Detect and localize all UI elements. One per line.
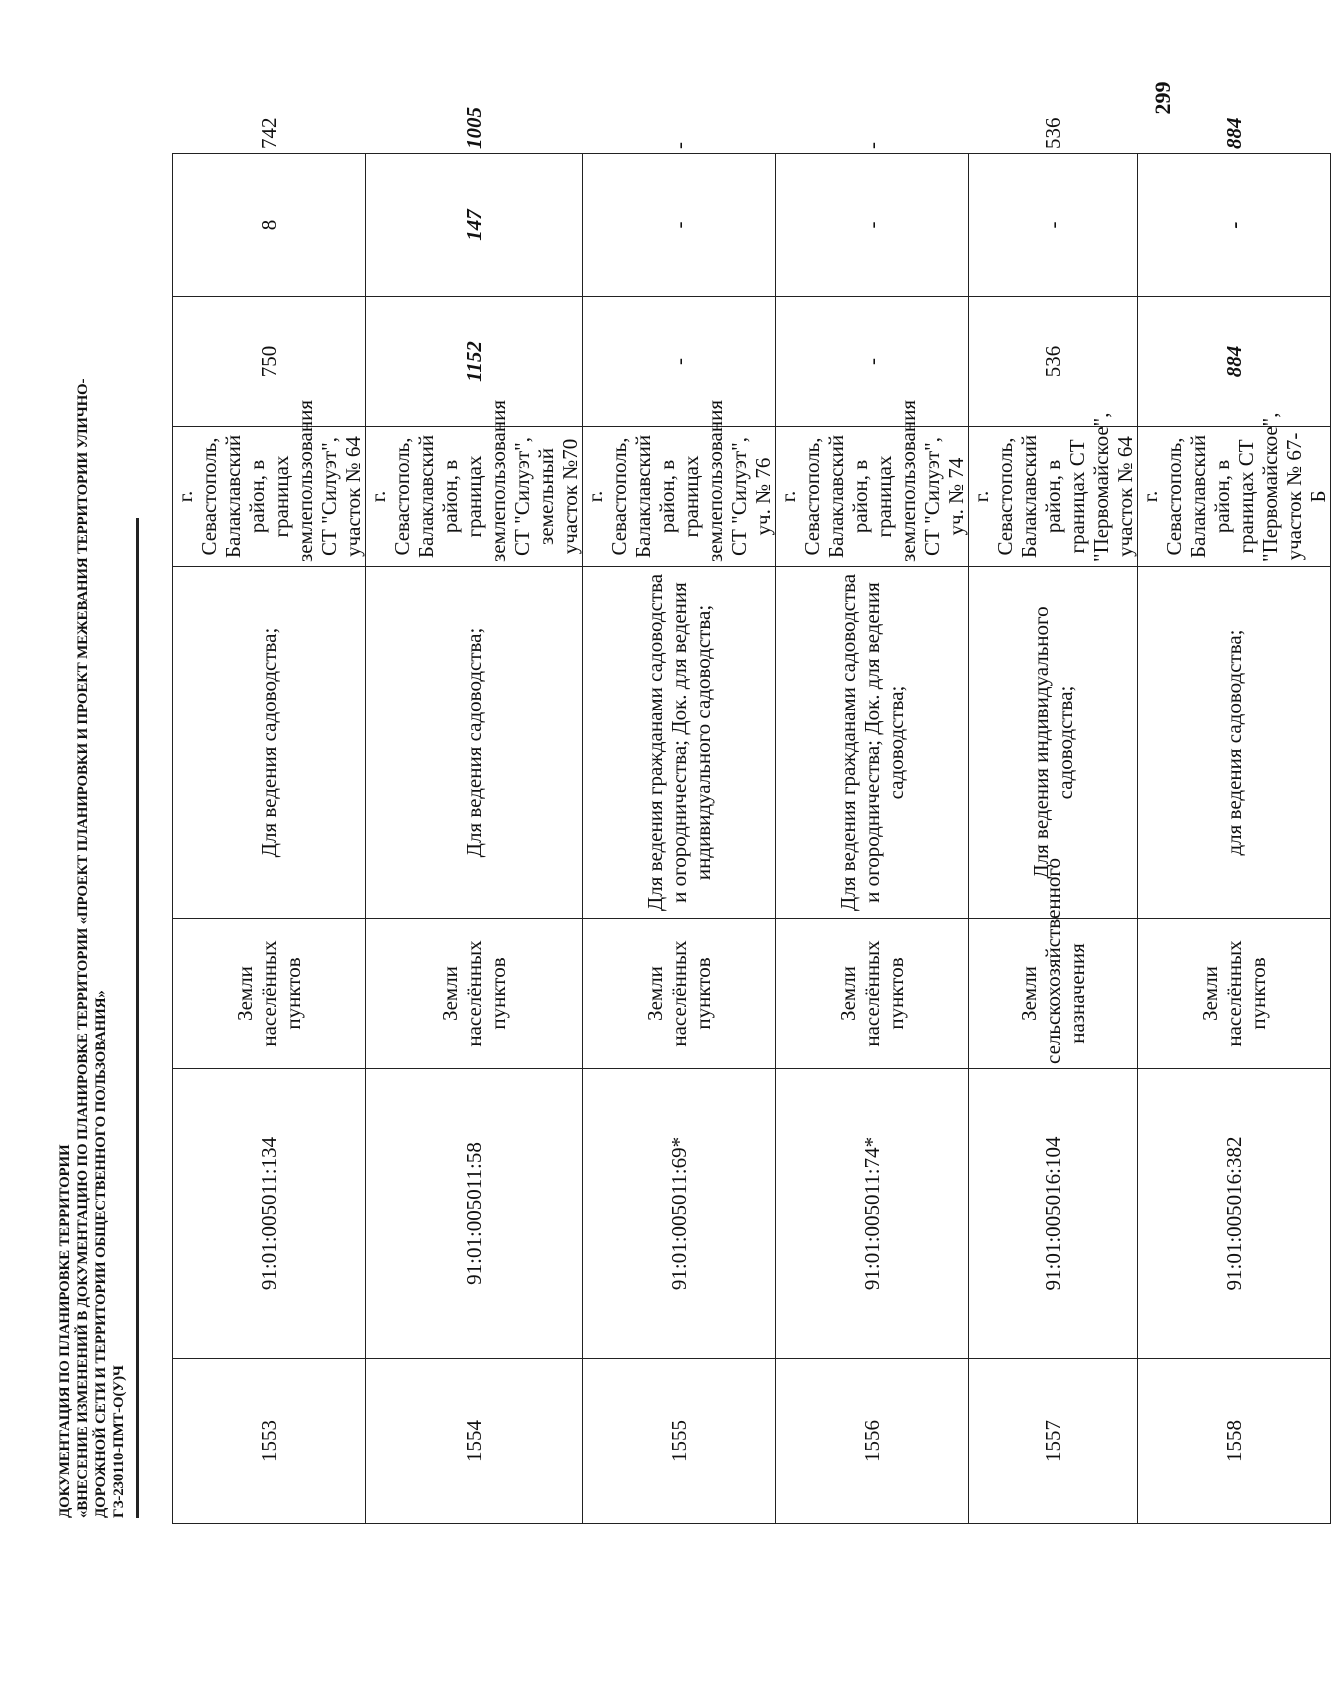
header-line-4: ГЗ-230110-ПМТ-О(У)Ч (111, 1365, 127, 1518)
area-difference-cell: - (1138, 154, 1331, 297)
header-divider (136, 518, 139, 1518)
table-row: 1553 91:01:005011:134 Земли населённых пунктов Для ведения садоводства; г. Севастополь, Балаклавский район, в границах землепользования СТ "Силуэт", участок № 64 750 8 742 (173, 154, 366, 1524)
area-doc-cell: 536 (969, 297, 1138, 427)
cadastral-number-cell: 91:01:005016:104 (969, 1069, 1138, 1359)
land-plots-table (172, 107, 1331, 1524)
land-category-cell: Земли населённых пунктов (1138, 919, 1331, 1069)
document-header (56, 368, 128, 1518)
address-cell: г. Севастополь, Балаклавский район, в границах землепользования СТ "Силуэт", участок № 64 (173, 427, 366, 567)
land-category-cell: Земли населённых пунктов (366, 919, 583, 1069)
area-difference-cell: - (969, 154, 1138, 297)
table-row: 1555 91:01:005011:69* Земли населённых пунктов Для ведения гражданами садоводства и огородничества; Док. для ведения индивидуального садоводства; г. Севастополь, Балаклавский район, в границах землепользования СТ "Силуэт", уч. № 76 - - - (583, 154, 776, 1524)
permitted-use-cell: Для ведения гражданами садоводства и огородничества; Док. для ведения садоводства; (776, 567, 969, 919)
permitted-use-cell: Для ведения гражданами садоводства и огородничества; Док. для ведения индивидуального садоводства; (583, 567, 776, 919)
address-cell: г. Севастополь, Балаклавский район, в границах землепользования СТ "Силуэт", уч. № 74 (776, 427, 969, 567)
area-doc-cell: - (776, 297, 969, 427)
header-line-2: «ВНЕСЕНИЕ ИЗМЕНЕНИЙ В ДОКУМЕНТАЦИЮ ПО ПЛАНИРОВКЕ ТЕРРИТОРИИ «ПРОЕКТ ПЛАНИРОВКИ И ПРОЕКТ МЕЖЕВАНИЯ ТЕРРИТОРИИ УЛИЧНО- (75, 378, 91, 1518)
area-doc-cell: 1152 (366, 297, 583, 427)
address-cell: г. Севастополь, Балаклавский район, в границах СТ "Первомайское", участок № 67-Б (1138, 427, 1331, 567)
area-difference-cell: 147 (366, 154, 583, 297)
row-number-cell: 1558 (1138, 1359, 1331, 1524)
land-category-cell: Земли населённых пунктов (776, 919, 969, 1069)
permitted-use-cell: Для ведения садоводства; (366, 567, 583, 919)
row-number-cell: 1556 (776, 1359, 969, 1524)
table-row: 1557 91:01:005016:104 Земли сельскохозяйственного назначения Для ведения индивидуального садоводства; г. Севастополь, Балаклавский район, в границах СТ "Первомайское", участок № 64 536 - 536 (969, 154, 1138, 1524)
area-doc-cell: 884 (1138, 297, 1331, 427)
land-category-cell: Земли сельскохозяйственного назначения (969, 919, 1138, 1069)
cadastral-number-cell: 91:01:005011:58 (366, 1069, 583, 1359)
area-doc-cell: 750 (173, 297, 366, 427)
header-line-3: ДОРОЖНОЙ СЕТИ И ТЕРРИТОРИИ ОБЩЕСТВЕННОГО ПОЛЬЗОВАНИЯ» (93, 990, 109, 1518)
permitted-use-cell: Для ведения садоводства; (173, 567, 366, 919)
permitted-use-cell: для ведения садоводства; (1138, 567, 1331, 919)
row-number-cell: 1555 (583, 1359, 776, 1524)
permitted-use-cell: Для ведения индивидуального садоводства; (969, 567, 1138, 919)
table-row: 1554 91:01:005011:58 Земли населённых пунктов Для ведения садоводства; г. Севастополь, Балаклавский район, в границах землепользования СТ "Силуэт", земельный участок №70 1152 147 1005 (366, 154, 583, 1524)
address-cell: г. Севастополь, Балаклавский район, в границах СТ "Первомайское", участок № 64 (969, 427, 1138, 567)
cadastral-number-cell: 91:01:005016:382 (1138, 1069, 1331, 1359)
cadastral-number-cell: 91:01:005011:74* (776, 1069, 969, 1359)
table-row: 1558 91:01:005016:382 Земли населённых пунктов для ведения садоводства; г. Севастополь, Балаклавский район, в границах СТ "Первомайское", участок № 67-Б 884 - 884 (1138, 154, 1331, 1524)
header-line-1: ДОКУМЕНТАЦИЯ ПО ПЛАНИРОВКЕ ТЕРРИТОРИИ (57, 1144, 73, 1518)
land-category-cell: Земли населённых пунктов (173, 919, 366, 1069)
row-number-cell: 1557 (969, 1359, 1138, 1524)
land-category-cell: Земли населённых пунктов (583, 919, 776, 1069)
page-number: 299 (1150, 81, 1175, 115)
cadastral-number-cell: 91:01:005011:69* (583, 1069, 776, 1359)
area-difference-cell: - (583, 154, 776, 297)
address-cell: г. Севастополь, Балаклавский район, в границах землепользования СТ "Силуэт", уч. № 76 (583, 427, 776, 567)
cadastral-number-cell: 91:01:005011:134 (173, 1069, 366, 1359)
area-difference-cell: 8 (173, 154, 366, 297)
row-number-cell: 1553 (173, 1359, 366, 1524)
address-cell: г. Севастополь, Балаклавский район, в границах землепользования СТ "Силуэт", земельный участок №70 (366, 427, 583, 567)
area-difference-cell: - (776, 154, 969, 297)
table-row: 1556 91:01:005011:74* Земли населённых пунктов Для ведения гражданами садоводства и огородничества; Док. для ведения садоводства; г. Севастополь, Балаклавский район, в границах землепользования СТ "Силуэт", уч. № 74 - - - (776, 154, 969, 1524)
area-doc-cell: - (583, 297, 776, 427)
row-number-cell: 1554 (366, 1359, 583, 1524)
